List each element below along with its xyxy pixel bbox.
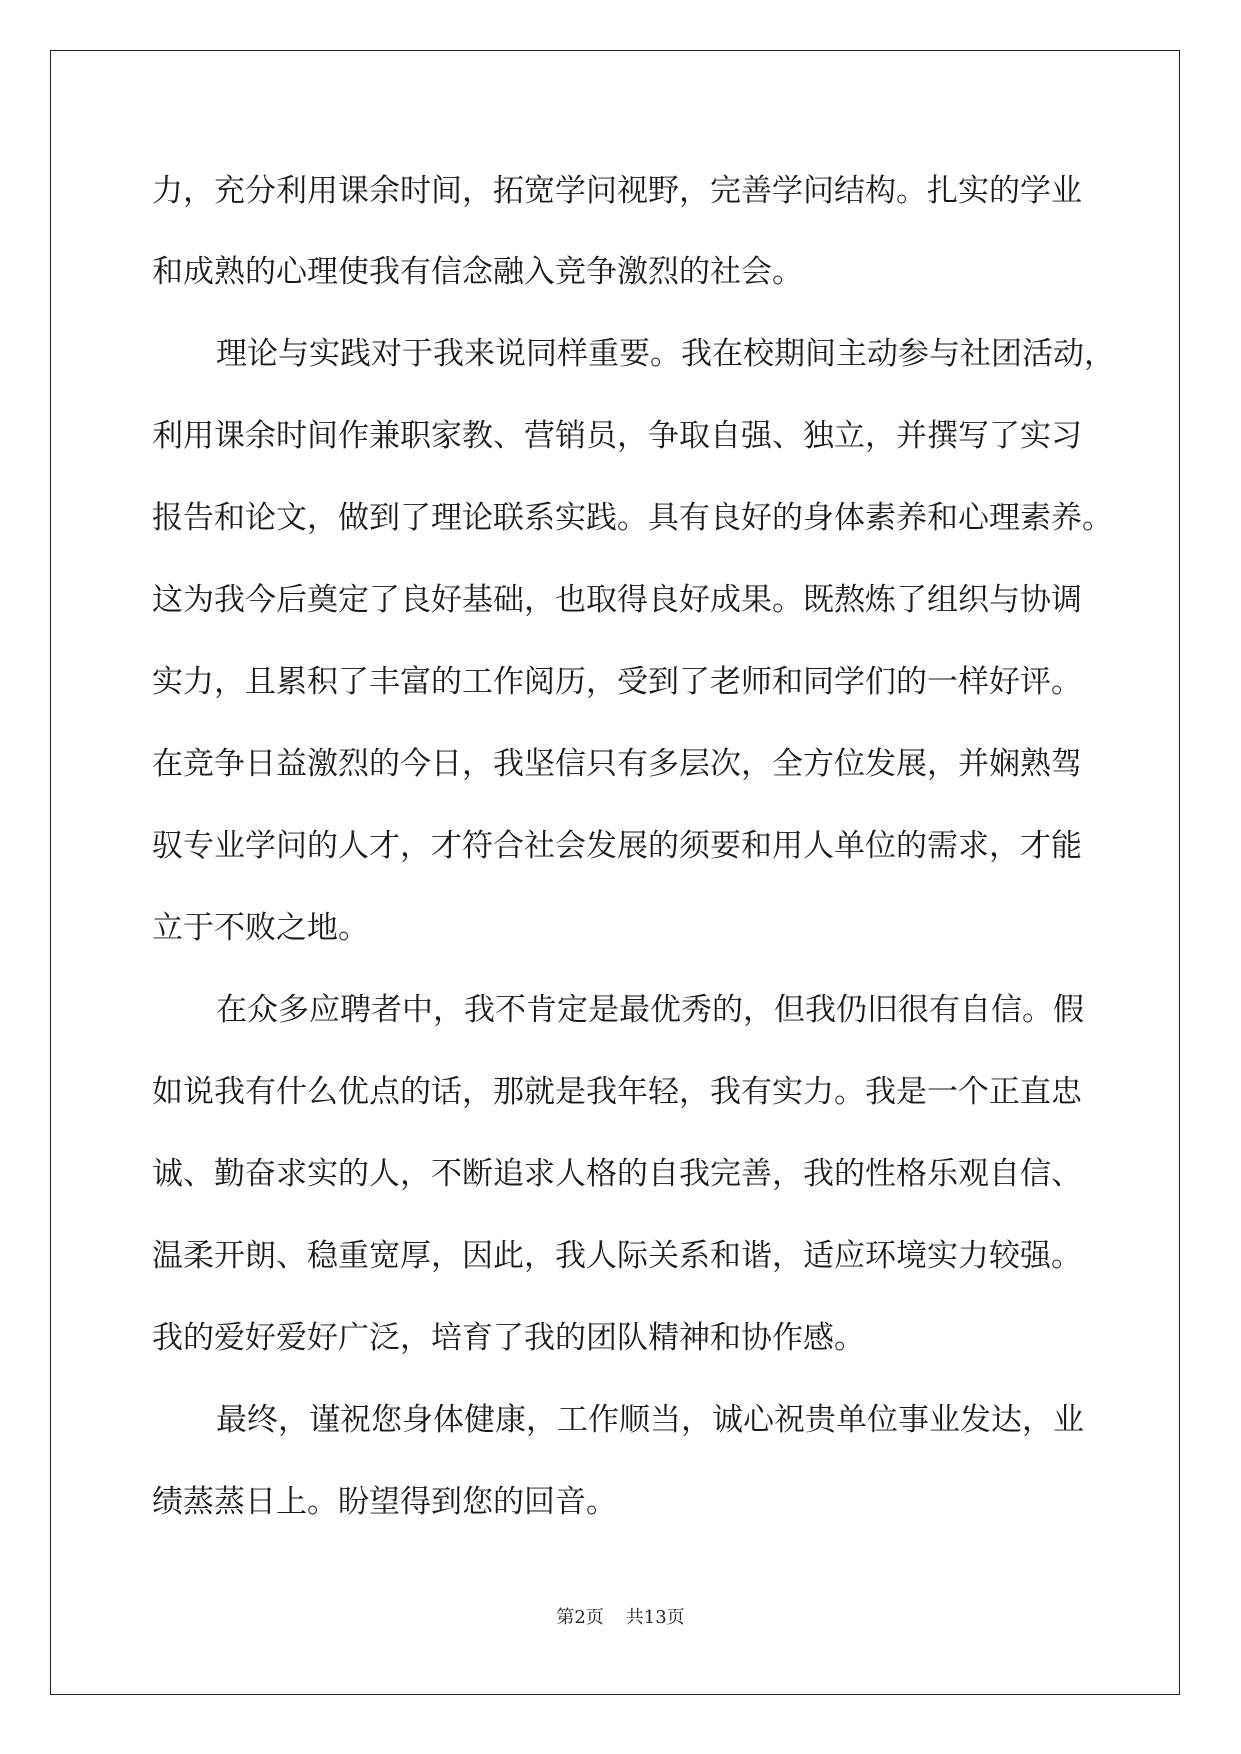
paragraph-2-line-7: 驭专业学问的人才，才符合社会发展的须要和用人单位的需求，才能 bbox=[152, 828, 1082, 864]
total-suffix: 页 bbox=[666, 1607, 685, 1628]
paragraph-2-line-8: 立于不败之地。 bbox=[152, 910, 369, 946]
paragraph-2-line-6: 在竞争日益激烈的今日，我坚信只有多层次，全方位发展，并娴熟驾 bbox=[152, 746, 1082, 782]
paragraph-3-line-1: 在众多应聘者中，我不肯定是最优秀的，但我仍旧很有自信。假 bbox=[216, 992, 1084, 1028]
paragraph-4-line-2: 绩蒸蒸日上。盼望得到您的回音。 bbox=[152, 1484, 617, 1520]
paragraph-1-line-2: 和成熟的心理使我有信念融入竞争激烈的社会。 bbox=[152, 254, 803, 290]
paragraph-2-line-1: 理论与实践对于我来说同样重要。我在校期间主动参与社团活动， bbox=[216, 336, 1115, 372]
paragraph-3-line-2: 如说我有什么优点的话，那就是我年轻，我有实力。我是一个正直忠 bbox=[152, 1074, 1082, 1110]
page-suffix: 页 bbox=[585, 1607, 604, 1628]
page-prefix: 第 bbox=[556, 1607, 575, 1628]
paragraph-3-line-4: 温柔开朗、稳重宽厚，因此，我人际关系和谐，适应环境实力较强。 bbox=[152, 1238, 1082, 1274]
paragraph-4-line-1: 最终，谨祝您身体健康，工作顺当，诚心祝贵单位事业发达，业 bbox=[216, 1402, 1084, 1438]
paragraph-2-line-5: 实力，且累积了丰富的工作阅历，受到了老师和同学们的一样好评。 bbox=[152, 664, 1082, 700]
paragraph-1-line-1: 力，充分利用课余时间，拓宽学问视野，完善学问结构。扎实的学业 bbox=[152, 173, 1082, 209]
paragraph-3-line-3: 诚、勤奋求实的人，不断追求人格的自我完善，我的性格乐观自信、 bbox=[152, 1156, 1082, 1192]
paragraph-2-line-3: 报告和论文，做到了理论联系实践。具有良好的身体素养和心理素养。 bbox=[152, 500, 1113, 536]
page-border bbox=[50, 50, 1180, 1695]
paragraph-3-line-5: 我的爱好爱好广泛，培育了我的团队精神和协作感。 bbox=[152, 1320, 865, 1356]
total-prefix: 共 bbox=[625, 1607, 644, 1628]
page-number: 2 bbox=[574, 1607, 586, 1628]
paragraph-2-line-2: 利用课余时间作兼职家教、营销员，争取自强、独立，并撰写了实习 bbox=[152, 418, 1082, 454]
page-footer bbox=[0, 1603, 1241, 1629]
paragraph-2-line-4: 这为我今后奠定了良好基础，也取得良好成果。既熬炼了组织与协调 bbox=[152, 582, 1082, 618]
total-pages: 13 bbox=[643, 1607, 667, 1628]
